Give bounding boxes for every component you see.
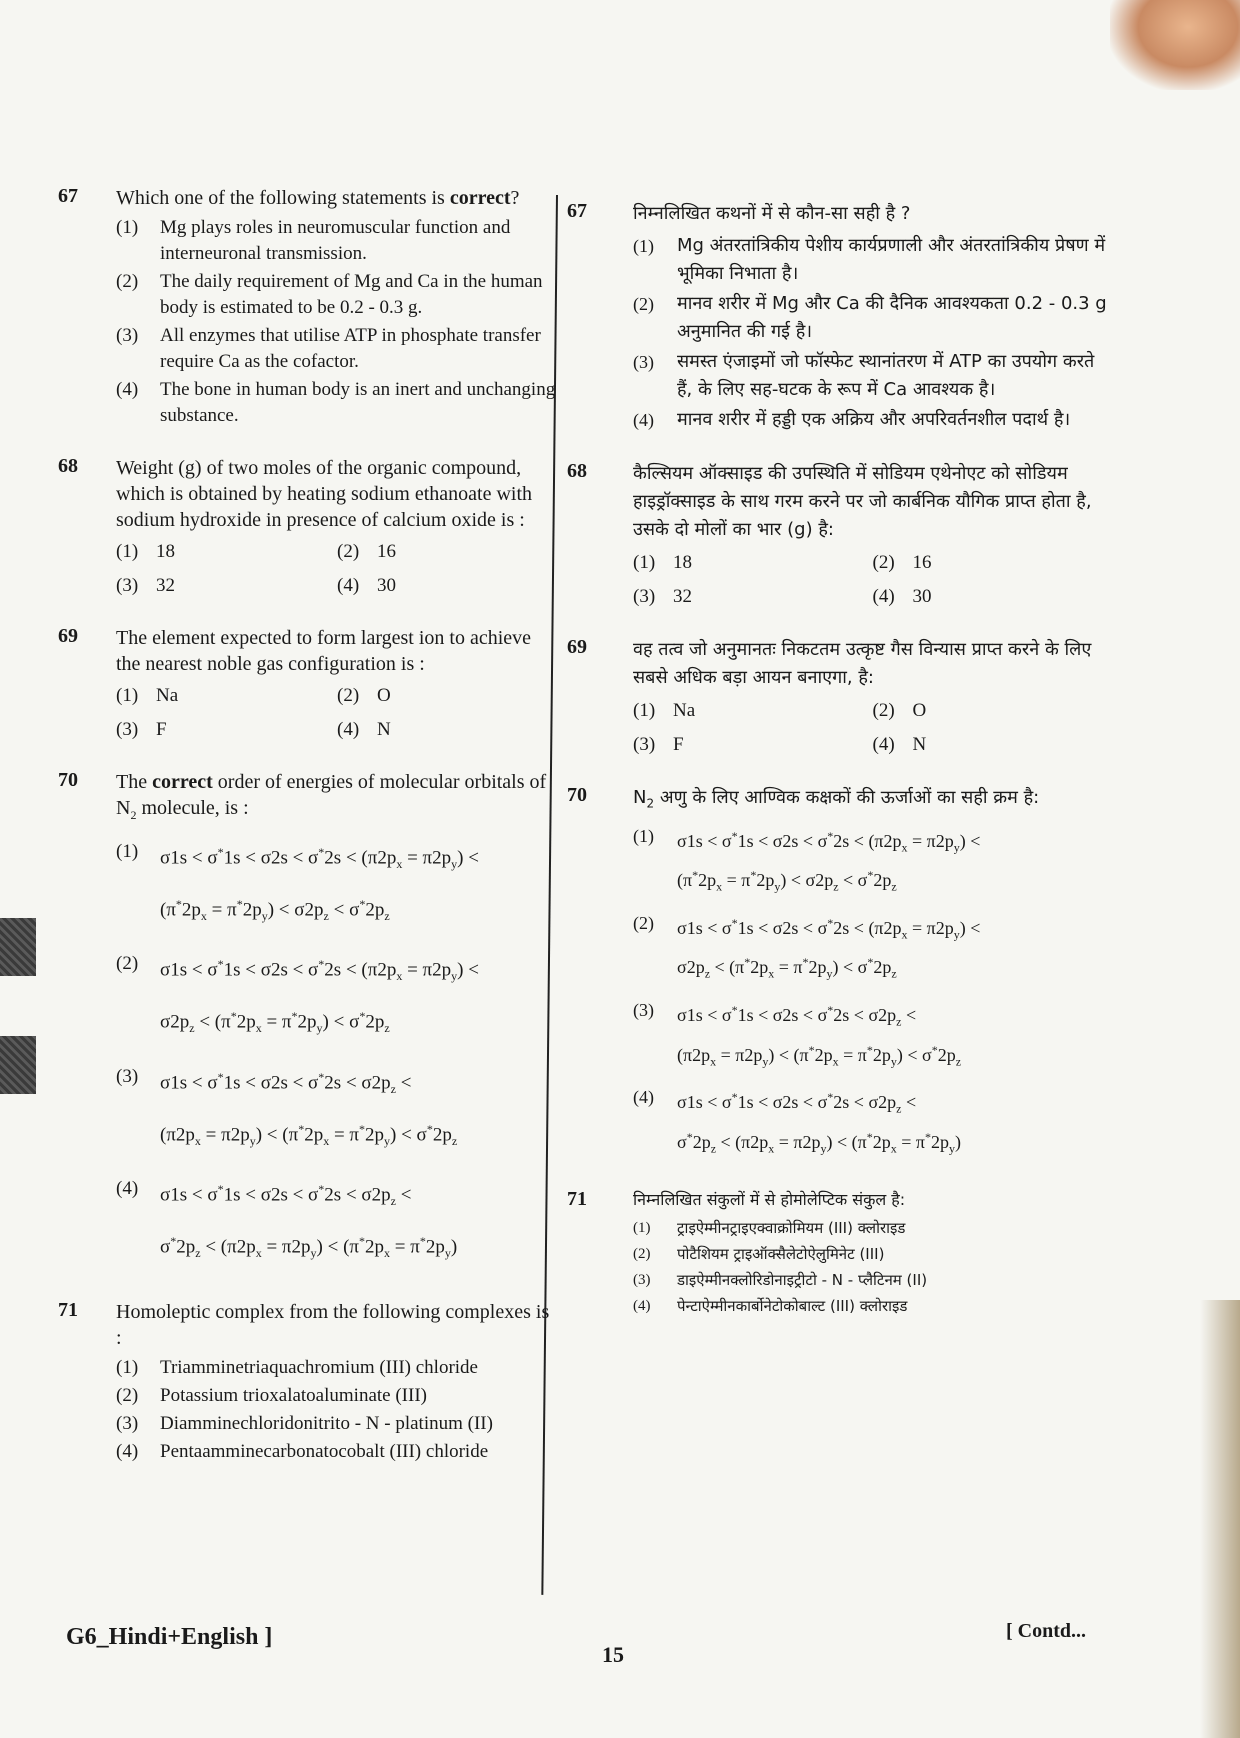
question-text: निम्नलिखित कथनों में से कौन-सा सही है ? — [633, 203, 911, 224]
question-68-hi — [567, 460, 1112, 610]
question-text: Homoleptic complex from the following complexes is : — [116, 1301, 550, 1349]
question-69-en — [58, 625, 558, 743]
option[interactable]: (4) The bone in human body is an inert and unchanging substance. — [116, 379, 556, 426]
english-column — [58, 185, 558, 1491]
option[interactable]: (4) $\sigma 1s < \sigma^*1s < \sigma 2s < \sigma^*2s < \sigma 2p_z$ < $\sigma^*2p_z < (\pi 2p_x = \pi 2p_y) < (\pi^*2p_x = \pi^*2p_y)$ — [116, 1177, 458, 1260]
question-number: 70 — [58, 769, 78, 791]
question-text: $N_2$ अणु के लिए आण्विक कक्षकों की ऊर्जाओं का सही क्रम है: — [633, 787, 1040, 811]
question-text: Which one of the following statements is correct? — [116, 187, 520, 209]
option[interactable]: (3) F — [116, 719, 167, 740]
option[interactable]: (1) Mg अंतरतांत्रिकीय पेशीय कार्यप्रणाली और अंतरतांत्रिकीय प्रेषण में भूमिका निभाता है। — [633, 235, 1106, 284]
option[interactable]: (4) पेन्टाऐम्मीनकार्बोनेटोकोबाल्ट (III) क्लोराइड — [633, 1297, 908, 1316]
question-number: 68 — [567, 460, 587, 482]
option[interactable]: (1) ट्राइऐम्मीनट्राइएक्वाक्रोमियम (III) क्लोराइड — [633, 1219, 906, 1238]
page-number: 15 — [602, 1642, 624, 1667]
option[interactable]: (3) 32 — [116, 575, 175, 596]
option[interactable]: (2) $\sigma 1s < \sigma^*1s < \sigma 2s < \sigma^*2s < (\pi 2p_x = \pi 2p_y)$ < $\sigma 2p_z < (\pi^*2p_x = \pi^*2p_y) < \sigma^*2p_z$ — [116, 953, 479, 1036]
option[interactable]: (4) N — [872, 734, 927, 755]
question-67-en — [58, 185, 558, 429]
option[interactable]: (2) The daily requirement of Mg and Ca in the human body is estimated to be 0.2 - 0.3 g. — [116, 271, 543, 318]
option[interactable]: (2) Potassium trioxalatoaluminate (III) — [116, 1385, 427, 1406]
option[interactable]: (2) O — [337, 685, 391, 706]
question-67-hi — [567, 200, 1112, 434]
option[interactable]: (1) Mg plays roles in neuromuscular function and interneuronal transmission. — [116, 217, 511, 264]
hindi-column — [567, 200, 1112, 1344]
option[interactable]: (3) All enzymes that utilise ATP in phosphate transfer require Ca as the cofactor. — [116, 325, 541, 372]
option[interactable]: (4) $\sigma 1s < \sigma^*1s < \sigma 2s < \sigma^*2s < \sigma 2p_z$ < $\sigma^*2p_z < (\pi 2p_x = \pi 2p_y) < (\pi^*2p_x = \pi^*2p_y)$ — [633, 1087, 961, 1156]
question-number: 67 — [58, 185, 78, 207]
question-text: Weight (g) of two moles of the organic compound, which is obtained by heating sodium ethanoate with sodium hydroxide in presence of calcium oxide is : — [116, 457, 533, 531]
question-number: 69 — [567, 636, 587, 658]
question-70-en — [58, 769, 558, 1273]
option[interactable]: (1) Na — [116, 685, 179, 706]
option[interactable]: (3) समस्त एंजाइमों जो फॉस्फेट स्थानांतरण में ATP का उपयोग करते हैं, के लिए सह-घटक के रूप में Ca आवश्यक है। — [633, 351, 1095, 400]
question-71-en — [58, 1299, 558, 1465]
option[interactable]: (2) पोटैशियम ट्राइऑक्सैलेटोऐलुमिनेट (III) — [633, 1245, 885, 1264]
booklet-code: G6_Hindi+English ] — [66, 1624, 273, 1650]
margin-marker — [0, 918, 36, 976]
question-70-hi — [567, 784, 1112, 1162]
question-text: निम्नलिखित संकुलों में से होमोलेप्टिक संकुल है: — [633, 1190, 906, 1210]
option[interactable]: (1) 18 — [116, 541, 175, 562]
question-71-hi — [567, 1188, 1112, 1318]
option[interactable]: (2) 16 — [337, 541, 396, 562]
question-text: The correct order of energies of molecular orbitals of $N_2$ molecule, is : — [116, 771, 547, 822]
option[interactable]: (3) डाइऐम्मीनक्लोरिडोनाइट्रीटो - N - प्लैटिनम (II) — [633, 1271, 928, 1290]
option[interactable]: (4) N — [337, 719, 391, 740]
question-number: 69 — [58, 625, 78, 647]
question-number: 71 — [58, 1299, 78, 1321]
question-68-en — [58, 455, 558, 599]
question-number: 67 — [567, 200, 587, 222]
continued-label: [ Contd... — [1006, 1620, 1087, 1642]
question-text: The element expected to form largest ion to achieve the nearest noble gas configuration is : — [116, 627, 532, 675]
option[interactable]: (3) 32 — [633, 586, 692, 607]
margin-marker — [0, 1036, 36, 1094]
option[interactable]: (2) 16 — [872, 552, 932, 573]
option[interactable]: (3) Diamminechloridonitrito - N - platinum (II) — [116, 1413, 493, 1434]
question-number: 68 — [58, 455, 78, 477]
question-text: कैल्सियम ऑक्साइड की उपस्थिति में सोडियम एथेनोएट को सोडियम हाइड्रॉक्साइड के साथ गरम करने पर जो कार्बनिक यौगिक प्राप्त होता है, उसके दो मोलों का भार (g) है: — [633, 463, 1092, 540]
option[interactable]: (3) $\sigma 1s < \sigma^*1s < \sigma 2s < \sigma^*2s < \sigma 2p_z$ < $(\pi 2p_x = \pi 2p_y) < (\pi^*2p_x = \pi^*2p_y) < \sigma^*2p_z$ — [116, 1065, 458, 1148]
page-edge-shadow — [1200, 1300, 1240, 1738]
question-69-hi — [567, 636, 1112, 758]
question-number: 71 — [567, 1188, 587, 1211]
option[interactable]: (1) $\sigma 1s < \sigma^*1s < \sigma 2s < \sigma^*2s < (\pi 2p_x = \pi 2p_y)$ < $(\pi^*2p_x = \pi^*2p_y) < \sigma 2p_z < \sigma^*2p_z$ — [116, 841, 479, 924]
option[interactable]: (2) O — [872, 700, 927, 721]
option[interactable]: (1) Triamminetriaquachromium (III) chloride — [116, 1357, 478, 1378]
option[interactable]: (2) मानव शरीर में Mg और Ca की दैनिक आवश्यकता 0.2 - 0.3 g अनुमानित की गई है। — [633, 293, 1107, 342]
option[interactable]: (1) Na — [633, 700, 696, 721]
question-number: 70 — [567, 784, 587, 806]
option[interactable]: (4) 30 — [872, 586, 932, 607]
option[interactable]: (3) F — [633, 734, 684, 755]
question-text: वह तत्व जो अनुमानतः निकटतम उत्कृष्ट गैस विन्यास प्राप्त करने के लिए सबसे अधिक बड़ा आयन बनाएगा, है: — [633, 639, 1092, 688]
option[interactable]: (1) $\sigma 1s < \sigma^*1s < \sigma 2s < \sigma^*2s < (\pi 2p_x = \pi 2p_y)$ < $(\pi^*2p_x = \pi^*2p_y) < \sigma 2p_z < \sigma^*2p_z$ — [633, 825, 981, 894]
option[interactable]: (4) 30 — [337, 575, 396, 596]
thumb-photo-artifact — [1110, 0, 1240, 90]
option[interactable]: (4) मानव शरीर में हड्डी एक अक्रिय और अपरिवर्तनशील पदार्थ है। — [633, 409, 1071, 430]
option[interactable]: (2) $\sigma 1s < \sigma^*1s < \sigma 2s < \sigma^*2s < (\pi 2p_x = \pi 2p_y)$ < $\sigma 2p_z < (\pi^*2p_x = \pi^*2p_y) < \sigma^*2p_z$ — [633, 912, 981, 981]
option[interactable]: (4) Pentaamminecarbonatocobalt (III) chloride — [116, 1441, 489, 1462]
option[interactable]: (1) 18 — [633, 552, 692, 573]
option[interactable]: (3) $\sigma 1s < \sigma^*1s < \sigma 2s < \sigma^*2s < \sigma 2p_z$ < $(\pi 2p_x = \pi 2p_y) < (\pi^*2p_x = \pi^*2p_y) < \sigma^*2p_z$ — [633, 999, 962, 1069]
